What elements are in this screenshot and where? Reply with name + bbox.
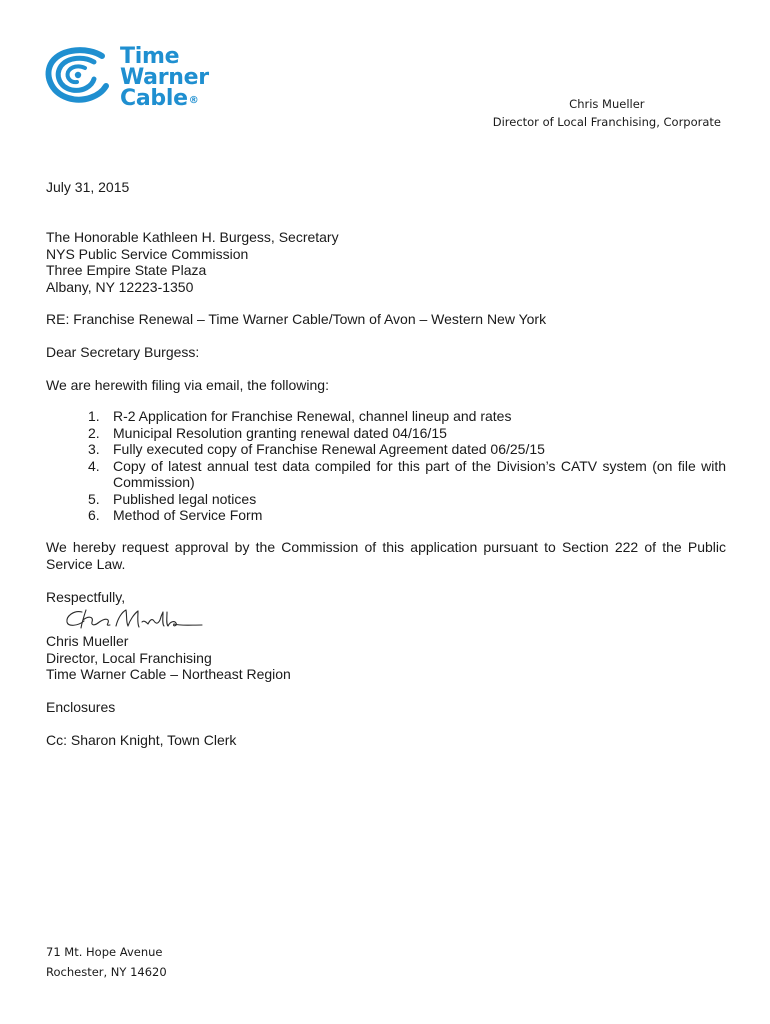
list-item-number: 4. <box>88 457 100 474</box>
recipient-address <box>46 229 726 295</box>
list-item <box>88 425 726 442</box>
list-item-number: 5. <box>88 490 100 507</box>
time-warner-eye-icon <box>44 44 118 106</box>
enclosure-list <box>88 408 726 524</box>
list-item-number: 3. <box>88 441 100 457</box>
sender-title: Director of Local Franchising, Corporate <box>492 115 721 129</box>
list-item <box>88 408 726 425</box>
logo-word-cable-text: Cable <box>120 86 188 111</box>
recipient-line: The Honorable Kathleen H. Burgess, Secretary <box>46 229 339 245</box>
list-item-number: 6. <box>88 507 100 523</box>
logo-word-time: Time <box>120 44 180 69</box>
footer-address-line: 71 Mt. Hope Avenue <box>46 945 163 959</box>
company-logo <box>44 44 209 111</box>
list-item-text: Copy of latest annual test data compiled for this part of the Division’s CATV system (on file with Commission) <box>113 457 726 490</box>
sender-block <box>493 95 721 131</box>
recipient-line: NYS Public Service Commission <box>46 245 249 262</box>
signer-company: Time Warner Cable – Northeast Region <box>46 666 291 682</box>
logo-word-warner: Warner <box>120 65 209 90</box>
subject-line: RE: Franchise Renewal – Time Warner Cable/Town of Avon – Western New York <box>46 311 547 327</box>
recipient-line: Albany, NY 12223-1350 <box>46 278 194 295</box>
list-item-number: 2. <box>88 424 100 441</box>
signer-name: Chris Mueller <box>46 633 129 649</box>
list-item-text: R-2 Application for Franchise Renewal, channel lineup and rates <box>113 408 512 424</box>
list-item <box>88 491 726 508</box>
intro-paragraph: We are herewith filing via email, the following: <box>46 377 329 393</box>
enclosures-note: Enclosures <box>46 699 116 715</box>
request-paragraph: We hereby request approval by the Commission of this application pursuant to Section 222 of the Public Service Law. <box>46 539 726 572</box>
salutation: Dear Secretary Burgess: <box>46 344 200 360</box>
list-item-text: Method of Service Form <box>113 507 263 523</box>
list-item-text: Published legal notices <box>113 490 257 507</box>
footer-address-line: Rochester, NY 14620 <box>46 965 167 979</box>
list-item <box>88 441 726 458</box>
logo-wordmark <box>120 46 209 109</box>
footer-address <box>46 942 167 982</box>
closing: Respectfully, <box>46 589 126 605</box>
handwritten-signature-icon <box>64 606 204 632</box>
list-item-text: Fully executed copy of Franchise Renewal Agreement dated 06/25/15 <box>113 441 545 457</box>
cc-line: Cc: Sharon Knight, Town Clerk <box>46 732 237 748</box>
sender-name: Chris Mueller <box>569 97 645 111</box>
recipient-line: Three Empire State Plaza <box>46 262 207 278</box>
signer-title: Director, Local Franchising <box>46 649 212 666</box>
signer-block <box>46 633 726 683</box>
list-item-number: 1. <box>88 408 100 424</box>
registered-mark: ® <box>188 95 199 106</box>
list-item-text: Municipal Resolution granting renewal dated 04/16/15 <box>113 424 447 441</box>
letter-date: July 31, 2015 <box>46 179 130 195</box>
logo-word-cable <box>120 88 209 109</box>
list-item <box>88 458 726 491</box>
list-item <box>88 507 726 524</box>
